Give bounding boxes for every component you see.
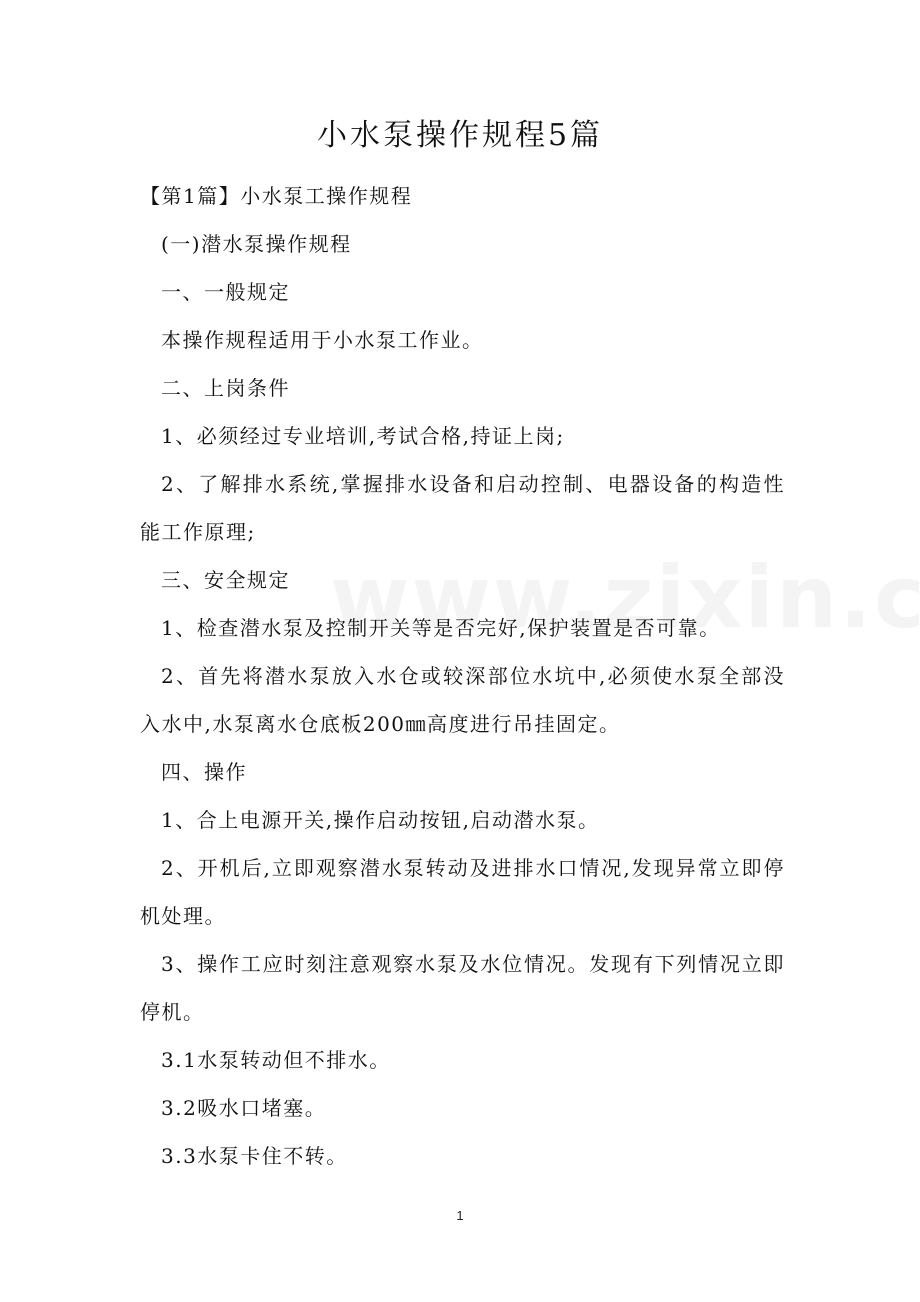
list-item: 1、必须经过专业培训,考试合格,持证上岗; xyxy=(161,424,565,448)
clause-heading: 三、安全规定 xyxy=(161,568,290,592)
subsection-heading: (一)潜水泵操作规程 xyxy=(161,232,352,256)
list-item: 3、操作工应时刻注意观察水泵及水位情况。发现有下列情况立即停机。 xyxy=(140,952,785,1024)
paragraph: 本操作规程适用于小水泵工作业。 xyxy=(161,328,484,352)
list-item: 1、合上电源开关,操作启动按钮,启动潜水泵。 xyxy=(161,808,600,832)
list-item: 2、开机后,立即观察潜水泵转动及进排水口情况,发现异常立即停机处理。 xyxy=(140,856,785,928)
clause-heading: 一、一般规定 xyxy=(161,280,290,304)
clause-heading: 四、操作 xyxy=(161,760,247,784)
list-item: 2、首先将潜水泵放入水仓或较深部位水坑中,必须使水泵全部没入水中,水泵离水仓底板200㎜高度进行吊挂固定。 xyxy=(140,664,785,736)
clause-heading: 二、上岗条件 xyxy=(161,376,290,400)
list-item: 3.3水泵卡住不转。 xyxy=(161,1144,348,1168)
list-item: 3.2吸水口堵塞。 xyxy=(161,1096,327,1120)
list-item: 2、了解排水系统,掌握排水设备和启动控制、电器设备的构造性能工作原理; xyxy=(140,472,785,544)
section-heading: 【第1篇】小水泵工操作规程 xyxy=(140,184,413,208)
list-item: 3.1水泵转动但不排水。 xyxy=(161,1048,391,1072)
document-title: 小水泵操作规程5篇 xyxy=(316,118,604,153)
list-item: 1、检查潜水泵及控制开关等是否完好,保护装置是否可靠。 xyxy=(161,616,721,640)
page-number: 1 xyxy=(456,1208,464,1223)
document-body xyxy=(140,172,785,1180)
